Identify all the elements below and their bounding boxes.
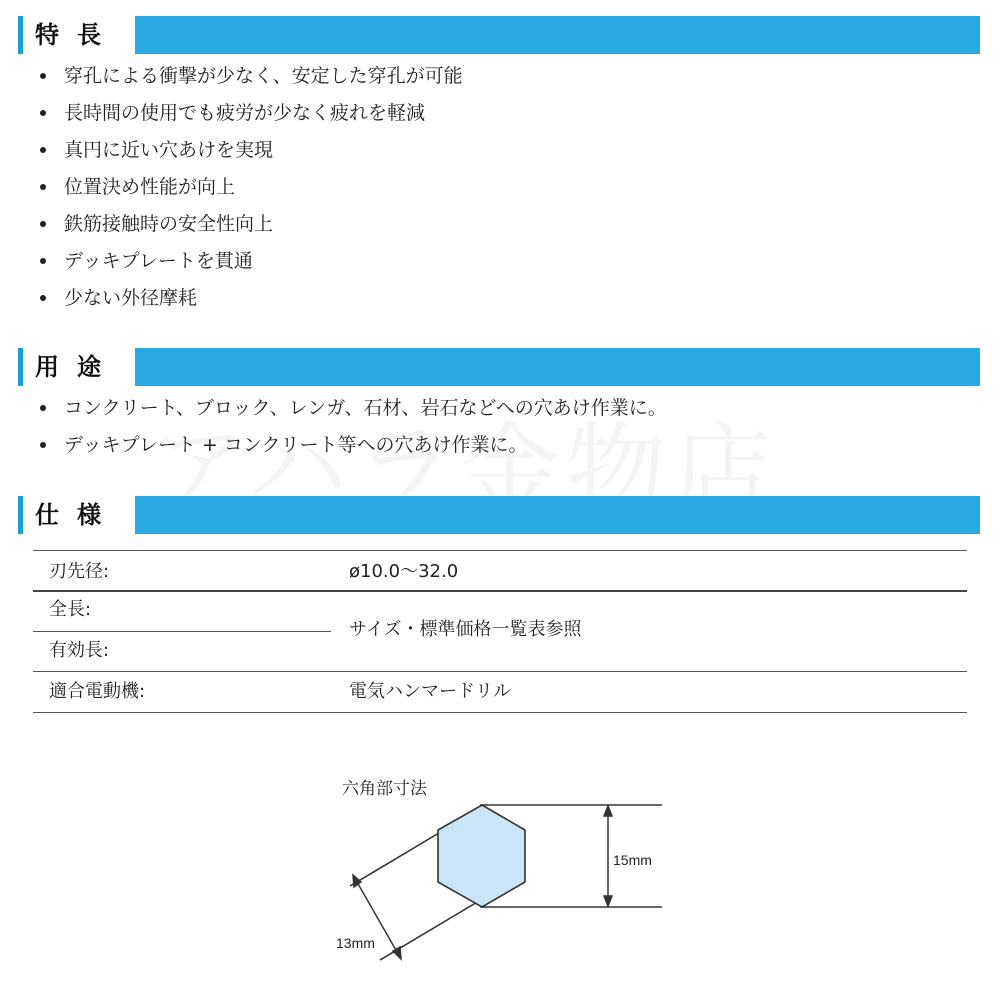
list-item <box>38 280 463 317</box>
table-rule <box>33 550 967 551</box>
list-item <box>38 243 463 280</box>
bullet-icon <box>40 110 46 116</box>
height-label: 15mm <box>613 852 652 868</box>
list-item <box>38 206 463 243</box>
list-item-text: 穿孔による衝撃が少なく、安定した穿孔が可能 <box>64 65 463 87</box>
specs-header <box>18 496 980 534</box>
specs-title: 仕様 <box>23 496 135 534</box>
table-rule <box>33 590 967 592</box>
arrow-up-icon <box>604 806 612 816</box>
list-item-text: 長時間の使用でも疲労が少なく疲れを軽減 <box>64 102 426 124</box>
spec-label-effective-length: 有効長: <box>49 640 110 661</box>
usage-title: 用途 <box>23 348 135 386</box>
spec-value-blade-diameter: ø10.0～32.0 <box>349 561 459 582</box>
hex-diagram-svg <box>330 770 670 990</box>
list-item <box>38 95 463 132</box>
list-item-text: 真円に近い穴あけを実現 <box>64 139 274 161</box>
arrow-down-right-icon <box>393 947 401 959</box>
features-header <box>18 16 980 54</box>
list-item-text: デッキプレート + コンクリート等への穴あけ作業に。 <box>64 434 528 456</box>
bullet-icon <box>40 442 46 448</box>
bullet-icon <box>40 73 46 79</box>
bullet-icon <box>40 147 46 153</box>
list-item-text: デッキプレートを貫通 <box>64 250 253 272</box>
width-label: 13mm <box>336 935 375 951</box>
header-bar <box>135 348 980 386</box>
list-item-text: 位置決め性能が向上 <box>64 176 236 198</box>
arrow-down-icon <box>604 896 612 906</box>
table-rule <box>33 631 331 632</box>
header-bar <box>135 16 980 54</box>
header-bar <box>135 496 980 534</box>
list-item <box>38 390 667 427</box>
list-item-text: コンクリート、ブロック、レンガ、石材、岩石などへの穴あけ作業に。 <box>64 397 667 419</box>
list-item <box>38 58 463 95</box>
table-rule <box>33 671 967 672</box>
list-item <box>38 427 667 464</box>
list-item-text: 少ない外径摩耗 <box>64 287 198 309</box>
features-list <box>38 58 463 317</box>
spec-label-compatible-tool: 適合電動機: <box>49 681 146 702</box>
list-item-text: 鉄筋接触時の安全性向上 <box>64 213 274 235</box>
hex-dimension-diagram <box>330 770 670 990</box>
hexagon-shape <box>438 805 525 907</box>
usage-list <box>38 390 667 464</box>
bullet-icon <box>40 405 46 411</box>
usage-header <box>18 348 980 386</box>
bullet-icon <box>40 184 46 190</box>
list-item <box>38 169 463 206</box>
arrow-up-left-icon <box>353 875 361 887</box>
bullet-icon <box>40 295 46 301</box>
bullet-icon <box>40 221 46 227</box>
spec-value-compatible-tool: 電気ハンマードリル <box>349 681 511 702</box>
spec-label-blade-diameter: 刃先径: <box>49 561 110 582</box>
table-rule <box>33 712 967 713</box>
bullet-icon <box>40 258 46 264</box>
diagram-title: 六角部寸法 <box>342 779 427 799</box>
spec-value-length: サイズ・標準価格一覧表参照 <box>349 619 582 640</box>
spec-label-total-length: 全長: <box>49 599 92 620</box>
features-title: 特長 <box>23 16 135 54</box>
list-item <box>38 132 463 169</box>
